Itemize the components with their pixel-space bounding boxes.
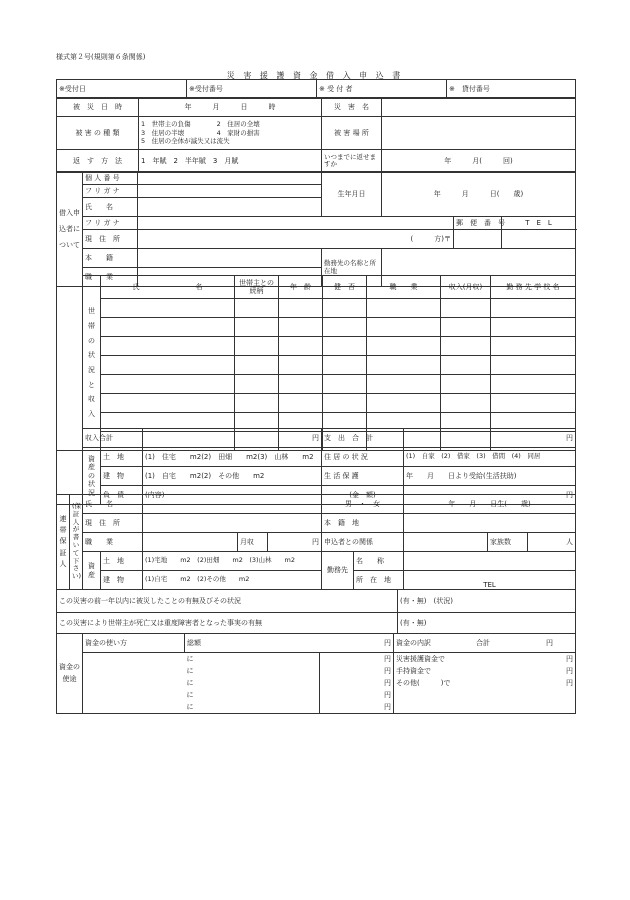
received-no-label: ※受付番号 xyxy=(187,80,317,99)
g-land-field[interactable]: (1)宅地 m2 (2)田畑 m2 (3)山林 m2 xyxy=(143,552,322,571)
use-row-1[interactable]: に xyxy=(186,654,194,663)
damage-type-label: 被 害 の 種 類 xyxy=(57,117,139,150)
mynumber-field[interactable] xyxy=(138,172,322,185)
g-address-field[interactable] xyxy=(143,514,322,533)
question-table xyxy=(56,589,576,634)
table-row xyxy=(57,337,576,356)
name-field[interactable] xyxy=(138,198,322,217)
fund-total-label: 総額 xyxy=(185,634,320,653)
damage-place-label: 被 害 場 所 xyxy=(322,117,382,150)
use-amount-2[interactable]: 円 xyxy=(320,665,394,677)
g-work-address-label: 所 在 地 xyxy=(354,571,404,590)
domicile-field[interactable] xyxy=(138,249,322,268)
debt-content-field[interactable]: (内容) xyxy=(143,486,322,505)
hh-col-school: 勤 務 先 学 校 名 xyxy=(491,276,576,299)
table-row xyxy=(57,318,576,337)
g-work-tel-field[interactable]: TEL xyxy=(404,571,576,590)
household-side-label: 世帯の状況と収入 xyxy=(83,276,101,451)
g-family-label: 家族数 xyxy=(488,533,528,552)
source-other-amount[interactable]: 円 xyxy=(566,678,573,687)
housing-options[interactable]: (1) 自家 (2) 借家 (3) 借間 (4) 同居 xyxy=(404,448,576,467)
damage-table xyxy=(56,97,576,173)
form-number: 様式第２号(規則第６条関係) xyxy=(56,53,146,61)
debt-amount-label: (金 額) xyxy=(322,486,404,505)
address-field[interactable]: ( 方)〒 xyxy=(138,230,454,249)
fund-use-side-label: 資金の使途 xyxy=(57,634,83,714)
debt-label: 負 債 xyxy=(101,486,143,505)
g-work-name-field[interactable] xyxy=(404,552,576,571)
land-label: 土 地 xyxy=(101,448,143,467)
address-furigana-field[interactable] xyxy=(138,217,454,230)
g-domicile-label: 本 籍 地 xyxy=(322,514,404,533)
g-income-label: 月収 xyxy=(238,533,268,552)
occupation-label: 職 業 xyxy=(83,268,138,287)
table-row xyxy=(57,394,576,413)
repay-by-value[interactable]: 年 月( 回) xyxy=(382,150,576,173)
g-work-label: 勤務先 xyxy=(322,552,354,590)
g-relation-label: 申込者との関係 xyxy=(322,533,404,552)
table-row xyxy=(57,299,576,318)
birthdate-field[interactable]: 年 月 日( 歳) xyxy=(382,172,576,217)
g-name-field[interactable] xyxy=(143,495,322,514)
form-title: 災 害 援 護 資 金 借 入 申 込 書 xyxy=(226,71,404,80)
tel-label: T E L xyxy=(502,217,576,230)
building-field[interactable]: (1) 自宅 m2(2) その他 m2 xyxy=(143,467,322,486)
postal-field[interactable] xyxy=(454,230,502,249)
guarantor-side-label: 連帯保証人 xyxy=(57,495,70,590)
prior-damage-field[interactable]: (有・無) (状況) xyxy=(398,590,576,613)
use-row-2[interactable]: に xyxy=(186,666,194,675)
domicile-label: 本 籍 xyxy=(83,249,138,268)
fund-use-table xyxy=(56,633,576,714)
expense-total-label: 支 出 合 計 xyxy=(322,429,404,448)
source-disaster-fund: 災害援護資金で xyxy=(396,654,445,663)
table-row xyxy=(57,356,576,375)
housing-label: 住 居 の 状 況 xyxy=(322,448,404,467)
prior-damage-label: この災害の前一年以内に被災したことの有無及びその状況 xyxy=(57,590,398,613)
damage-place-field[interactable] xyxy=(382,117,576,150)
workplace-label: 勤務先の名称と所在地 xyxy=(322,249,382,287)
disaster-name-label: 災 害 名 xyxy=(322,98,382,117)
address-label: 現 住 所 xyxy=(83,230,138,249)
welfare-field[interactable]: 年 月 日より受給(生活扶助) xyxy=(404,467,576,486)
damage-date-value[interactable]: 年 月 日 時 xyxy=(139,98,322,117)
guarantor-note: (保証人が書いて下さい) xyxy=(70,495,83,590)
table-row xyxy=(57,375,576,394)
furigana-label: フ リ ガ ナ xyxy=(83,185,138,198)
g-relation-field[interactable] xyxy=(404,533,488,552)
tel-field[interactable] xyxy=(502,230,576,249)
g-job-field[interactable] xyxy=(143,533,238,552)
g-asset-label: 資 産 xyxy=(83,552,101,590)
applicant-table xyxy=(56,171,576,287)
fund-source-label: 資金の内訳 xyxy=(396,638,431,647)
g-land-label: 土 地 xyxy=(101,552,143,571)
use-row-4[interactable]: に xyxy=(186,690,194,699)
hh-col-relation: 世帯主との続柄 xyxy=(235,276,279,299)
asset-status-label: 資産の状況 xyxy=(83,448,101,505)
receiver-label: ※ 受 付 者 xyxy=(317,80,447,99)
g-sex-field[interactable]: 男 ・ 女 xyxy=(322,495,404,514)
g-work-name-label: 名 称 xyxy=(354,552,404,571)
source-own-fund: 手持資金で xyxy=(396,666,431,675)
income-total-label: 収入合計 xyxy=(83,429,143,448)
loan-no-label: ※ 貸付番号 xyxy=(447,80,576,99)
hh-col-health: 健 否 xyxy=(323,276,367,299)
damage-type-options[interactable]: 1 世帯主の負傷 2 住居の全壊 3 住居の半壊 4 家財の損害 5 住居の全体が滅失又は流失 xyxy=(139,117,322,150)
header-table xyxy=(56,79,576,99)
source-own-amount[interactable]: 円 xyxy=(566,666,573,675)
damage-date-label: 被 災 日 時 xyxy=(57,98,139,117)
g-birth-field[interactable]: 年 月 日生( 歳) xyxy=(404,495,576,514)
repay-method-options[interactable]: 1 年賦 2 半年賦 3 月賦 xyxy=(139,150,322,173)
guarantor-table xyxy=(56,494,576,590)
g-building-label: 建 物 xyxy=(101,571,143,590)
repay-by-label: いつまでに返せますか xyxy=(322,150,382,173)
fund-total-field[interactable]: 円 xyxy=(320,634,394,653)
fund-sum-label: 合計 xyxy=(476,638,490,647)
fund-sum-field[interactable]: 円 xyxy=(546,638,553,647)
applicant-side-label: 借入申込者について xyxy=(57,172,83,287)
repay-method-label: 返 す 方 法 xyxy=(57,150,139,173)
source-disaster-amount[interactable]: 円 xyxy=(566,654,573,663)
birthdate-label: 生年月日 xyxy=(322,172,382,217)
welfare-label: 生 活 保 護 xyxy=(322,467,404,486)
use-amount-4[interactable]: 円 xyxy=(320,689,394,701)
death-disability-label: この災害により世帯主が死亡又は重度障害者となった事実の有無 xyxy=(57,613,398,634)
household-table xyxy=(56,275,576,451)
received-date-label: ※受付日 xyxy=(57,80,187,99)
furigana-field[interactable] xyxy=(138,185,322,198)
g-building-field[interactable]: (1)自宅 m2 (2)その他 m2 xyxy=(143,571,322,590)
g-address-label: 現 住 所 xyxy=(83,514,143,533)
source-other: その他( )で xyxy=(396,678,451,687)
mynumber-label: 個 人 番 号 xyxy=(83,172,138,185)
land-field[interactable]: (1) 住宅 m2(2) 田畑 m2(3) 山林 m2 xyxy=(143,448,322,467)
hh-col-income: 収入(月収) xyxy=(441,276,491,299)
g-family-field[interactable]: 人 xyxy=(528,533,576,552)
g-job-label: 職 業 xyxy=(83,533,143,552)
income-total-field[interactable]: 円 xyxy=(143,429,322,448)
building-label: 建 物 xyxy=(101,467,143,486)
use-row-5[interactable]: に xyxy=(186,702,194,711)
g-domicile-field[interactable] xyxy=(404,514,576,533)
disaster-name-field[interactable] xyxy=(382,98,576,117)
postal-label: 郵 便 番 号 xyxy=(454,217,502,230)
use-row-3[interactable]: に xyxy=(186,678,194,687)
use-amount-5[interactable]: 円 xyxy=(320,701,394,714)
death-disability-field[interactable]: (有・無) xyxy=(398,613,576,634)
name-label: 氏 名 xyxy=(83,198,138,217)
fund-use-label: 資金の使い方 xyxy=(83,634,185,653)
hh-col-job: 職 業 xyxy=(367,276,441,299)
g-name-label: 氏 名 xyxy=(83,495,143,514)
address-furigana-label: フ リ ガ ナ xyxy=(83,217,138,230)
g-income-field[interactable]: 円 xyxy=(268,533,322,552)
expense-total-field[interactable]: 円 xyxy=(404,429,576,448)
hh-col-age: 年 齢 xyxy=(279,276,323,299)
use-amount-1[interactable]: 円 xyxy=(320,653,394,666)
hh-col-name: 氏 名 xyxy=(101,276,235,299)
debt-amount-field[interactable]: 円 xyxy=(404,486,576,505)
use-amount-3[interactable]: 円 xyxy=(320,677,394,689)
